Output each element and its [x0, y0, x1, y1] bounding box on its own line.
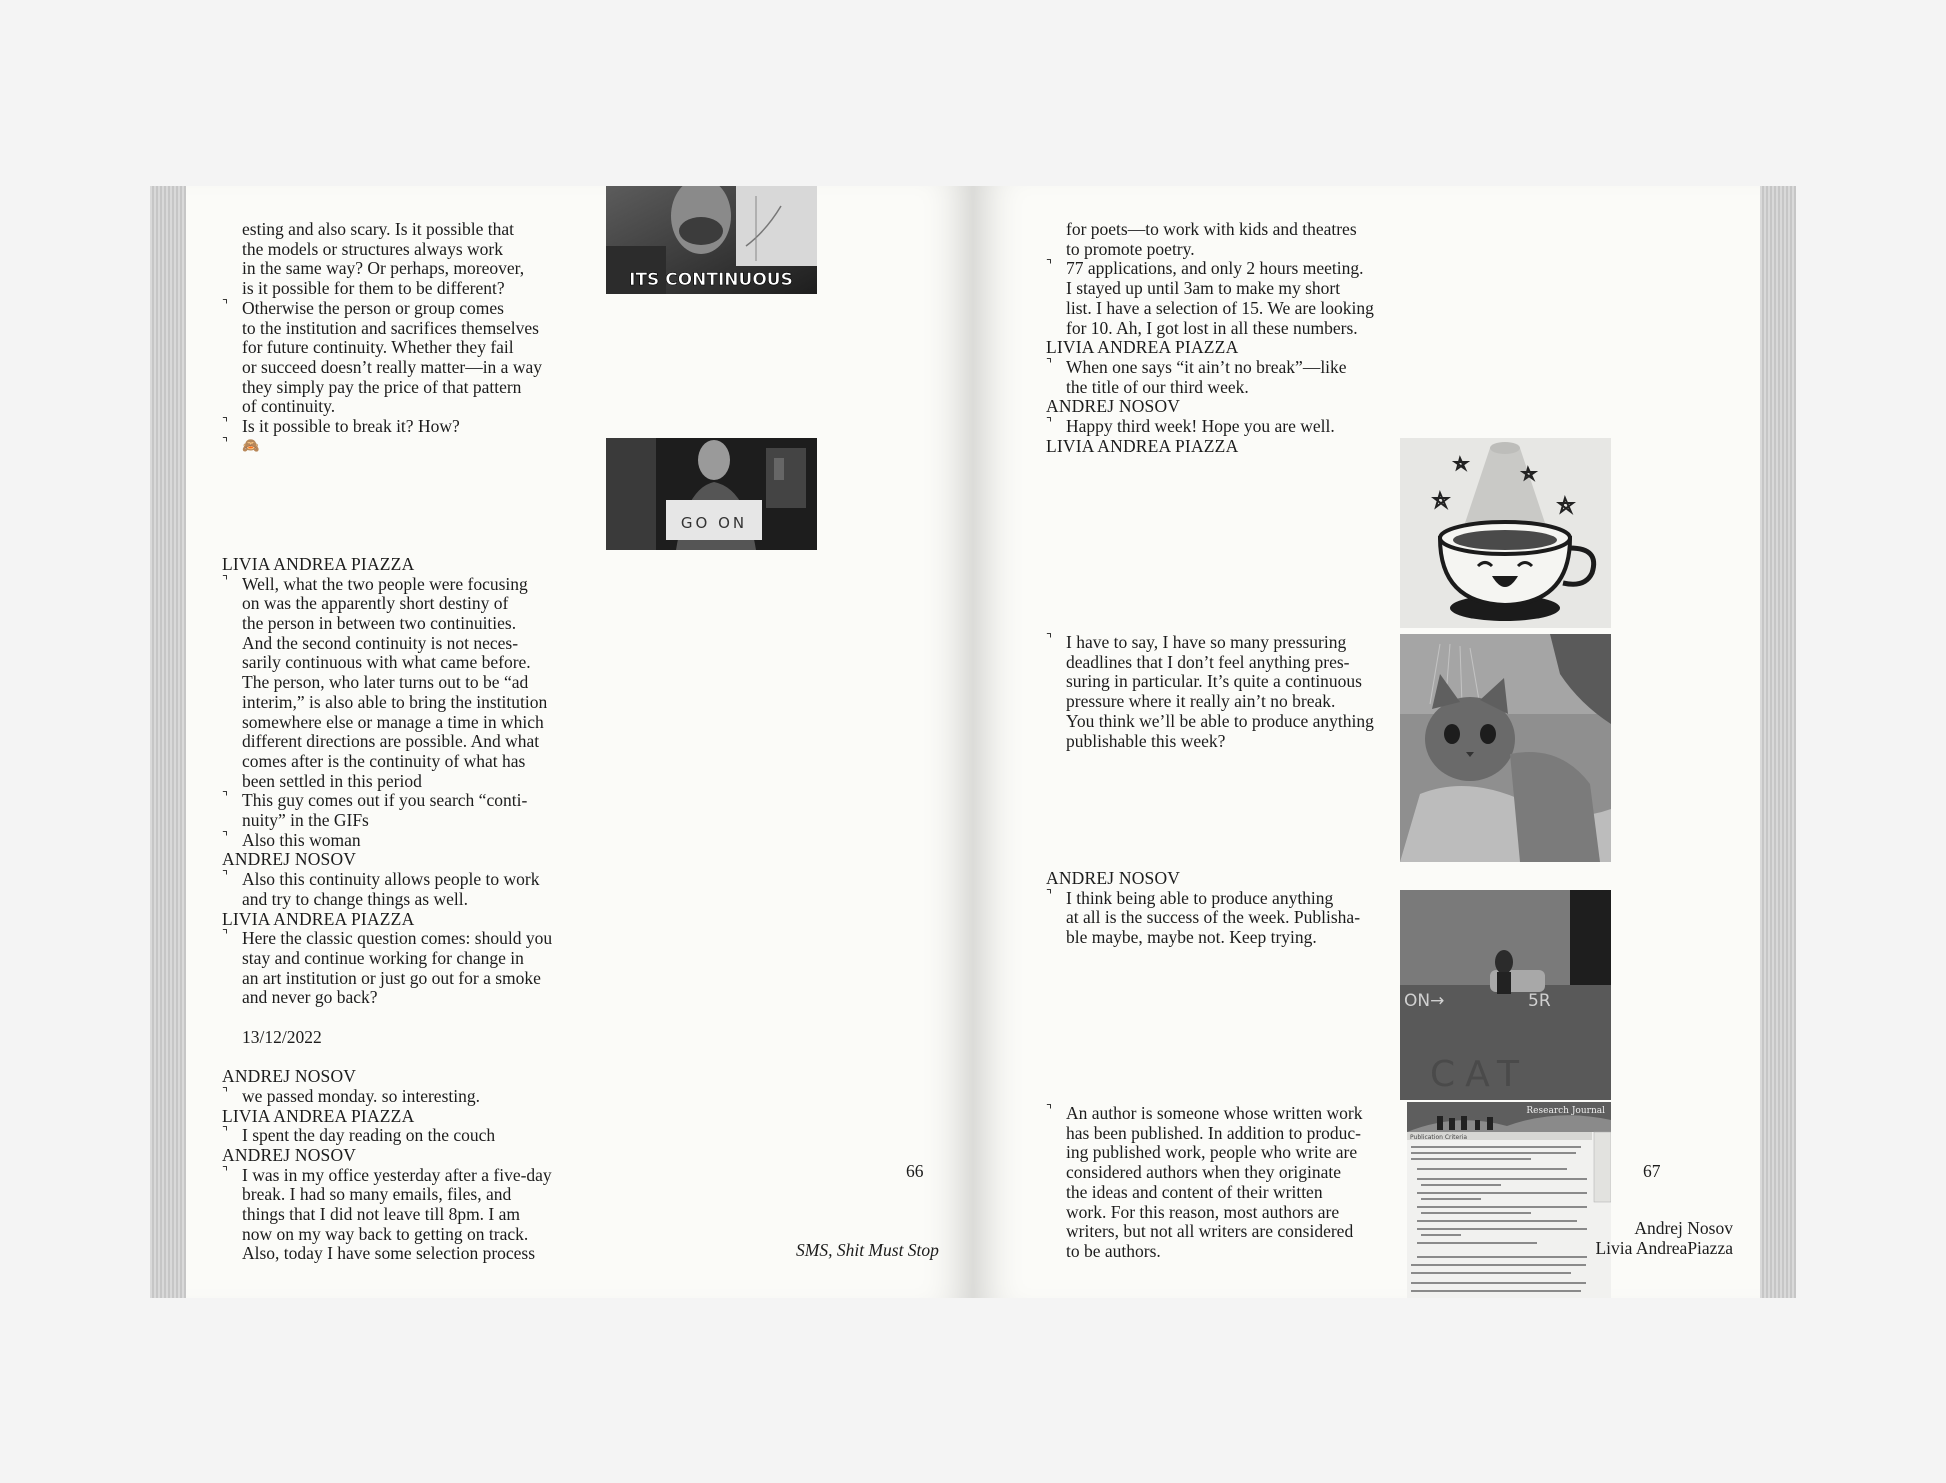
blank-line — [242, 1047, 582, 1067]
message-line-start: ⌝ I have to say, I have so many pressuring — [1066, 633, 1406, 653]
speaker-name: LIVIA ANDREA PIAZZA — [222, 553, 415, 574]
left-text-column — [222, 219, 582, 1264]
speaker-name: LIVIA ANDREA PIAZZA — [222, 1105, 415, 1126]
blank-line — [242, 456, 582, 476]
message-line-start: ⌝ I spent the day reading on the couch — [242, 1126, 582, 1146]
message-line-start: ⌝ Here the classic question comes: should you — [242, 929, 582, 949]
message-line: on was the apparently short destiny of — [242, 593, 509, 614]
gif-its-continuous — [606, 186, 817, 294]
message-line: nuity” in the GIFs — [242, 810, 369, 831]
right-text-bottom — [1066, 1104, 1406, 1262]
gif1-caption: ITS CONTINUOUS — [629, 270, 793, 290]
message-line-start: ⌝ 🙈 — [242, 437, 582, 457]
message-line: sarily continuous with what came before. — [242, 652, 531, 673]
author-1: Andrej Nosov — [1634, 1218, 1733, 1238]
message-line: has been published. In addition to produc- — [1066, 1122, 1362, 1143]
message-line: somewhere else or manage a time in which — [242, 711, 544, 732]
message-line: been settled in this period — [242, 770, 422, 791]
message-line: ing published work, people who write are — [1066, 1142, 1358, 1163]
message-line: Also, today I have some selection process — [242, 1243, 536, 1264]
speaker-name: LIVIA ANDREA PIAZZA — [222, 908, 415, 929]
blank-line — [242, 1008, 582, 1028]
message-line: 13/12/2022 — [242, 1026, 322, 1047]
page-edge-right — [1760, 186, 1796, 1298]
blank-line — [242, 535, 582, 555]
speaker-name: ANDREJ NOSOV — [222, 1066, 357, 1087]
message-line: The person, who later turns out to be “ad — [242, 672, 529, 693]
message-line: different directions are possible. And what — [242, 731, 540, 752]
message-line-start: ⌝ An author is someone whose written work — [1066, 1104, 1406, 1124]
message-line: You think we’ll be able to produce anything — [1066, 710, 1374, 731]
message-line-start: ⌝ I think being able to produce anything — [1066, 889, 1406, 909]
message-line: at all is the success of the week. Publisha- — [1066, 907, 1361, 928]
message-line-start: ⌝ Well, what the two people were focusing — [242, 575, 582, 595]
message-line-start: ⌝ Otherwise the person or group comes — [242, 299, 582, 319]
message-line: stay and continue working for change in — [242, 947, 524, 968]
blank-line — [242, 476, 582, 496]
message-line: to promote poetry. — [1066, 238, 1195, 259]
cat-toy-on-shelf-photo — [1400, 890, 1611, 1100]
box-text: CAT — [1430, 1054, 1529, 1095]
speaker-name: ANDREJ NOSOV — [1046, 396, 1181, 417]
message-line: ble maybe, maybe not. Keep trying. — [1066, 927, 1317, 948]
message-line: suring in particular. It’s quite a continuous — [1066, 671, 1362, 692]
message-line-start: ⌝ 77 applications, and only 2 hours meeting. — [1066, 259, 1406, 279]
research-journal-screenshot — [1407, 1102, 1611, 1298]
page-right — [973, 186, 1760, 1298]
message-line: work. For this reason, most authors are — [1066, 1201, 1340, 1222]
message-line: the person in between two continuities. — [242, 612, 517, 633]
author-2: Livia AndreaPiazza — [1595, 1237, 1733, 1258]
message-line-start: ⌝ Happy third week! Hope you are well. — [1066, 417, 1406, 437]
coffee-cup-illustration — [1400, 438, 1611, 628]
message-line: now on my way back to getting on track. — [242, 1223, 529, 1244]
message-line: the models or structures always work — [242, 238, 503, 259]
message-line: deadlines that I don’t feel anything pres- — [1066, 651, 1350, 672]
message-line: of continuity. — [242, 396, 336, 417]
speaker-name: ANDREJ NOSOV — [1046, 868, 1181, 888]
blank-line — [242, 516, 582, 536]
message-line: to the institution and sacrifices themselves — [242, 317, 539, 338]
message-line: list. I have a selection of 15. We are looking — [1066, 297, 1374, 318]
speaker-name: ANDREJ NOSOV — [222, 849, 357, 870]
wet-cat-photo — [1400, 634, 1611, 862]
gif2-sign-text: GO ON — [680, 514, 748, 532]
message-line: esting and also scary. Is it possible that — [242, 219, 515, 239]
message-line: and never go back? — [242, 987, 378, 1008]
message-line: interim,” is also able to bring the institution — [242, 691, 548, 712]
page-number-right: 67 — [1643, 1161, 1661, 1181]
message-line-start: ⌝ I was in my office yesterday after a five-day — [242, 1166, 582, 1186]
page-edge-left — [150, 186, 186, 1298]
sign-text: ON→ — [1404, 991, 1445, 1011]
message-line: or succeed doesn’t really matter—in a way — [242, 356, 542, 377]
speaker-name: LIVIA ANDREA PIAZZA — [1046, 435, 1239, 456]
message-line-start: ⌝ When one says “it ain’t no break”—like — [1066, 358, 1406, 378]
message-line: things that I did not leave till 8pm. I am — [242, 1204, 521, 1225]
page-number-left: 66 — [906, 1161, 924, 1181]
message-line: for future continuity. Whether they fail — [242, 337, 514, 358]
book-spread — [150, 186, 1796, 1298]
running-title: SMS, Shit Must Stop — [796, 1240, 939, 1260]
message-line: writers, but not all writers are considered — [1066, 1221, 1354, 1242]
message-line: to be authors. — [1066, 1240, 1161, 1261]
message-line: pressure where it really ain’t no break. — [1066, 691, 1336, 712]
gif-go-on-sign — [606, 438, 817, 550]
message-line: comes after is the continuity of what has — [242, 750, 526, 771]
message-line: they simply pay the price of that pattern — [242, 376, 522, 397]
message-line-start: ⌝ This guy comes out if you search “conti- — [242, 791, 582, 811]
authors-block — [1533, 1219, 1733, 1258]
message-line: considered authors when they originate — [1066, 1162, 1342, 1183]
message-line: an art institution or just go out for a smoke — [242, 967, 541, 988]
message-line: I stayed up until 3am to make my short — [1066, 278, 1341, 299]
right-text-mid — [1066, 633, 1406, 751]
blank-line — [242, 496, 582, 516]
message-line: And the second continuity is not neces- — [242, 632, 519, 653]
journal-title: Research Journal — [1526, 1106, 1605, 1116]
speaker-name: LIVIA ANDREA PIAZZA — [1046, 337, 1239, 358]
message-line: is it possible for them to be different? — [242, 278, 505, 299]
message-line-start: ⌝ Is it possible to break it? How? — [242, 417, 582, 437]
message-line: the title of our third week. — [1066, 376, 1249, 397]
message-line: break. I had so many emails, files, and — [242, 1184, 512, 1205]
message-line: the ideas and content of their written — [1066, 1181, 1323, 1202]
message-line-start: ⌝ Also this woman — [242, 831, 582, 851]
right-text-andrej — [1046, 868, 1406, 948]
sign-text-2: 5R — [1528, 991, 1551, 1011]
message-line: for 10. Ah, I got lost in all these numbers. — [1066, 317, 1358, 338]
message-line: for poets—to work with kids and theatres — [1066, 219, 1357, 239]
page-left — [186, 186, 973, 1298]
speaker-name: ANDREJ NOSOV — [222, 1144, 357, 1165]
journal-heading: Publication Criteria — [1410, 1134, 1468, 1141]
message-line: publishable this week? — [1066, 730, 1226, 751]
message-line-start: ⌝ Also this continuity allows people to work — [242, 870, 582, 890]
message-line: and try to change things as well. — [242, 888, 468, 909]
message-line: in the same way? Or perhaps, moreover, — [242, 258, 525, 279]
message-line-start: ⌝ we passed monday. so interesting. — [242, 1087, 582, 1107]
right-text-top — [1046, 219, 1406, 456]
